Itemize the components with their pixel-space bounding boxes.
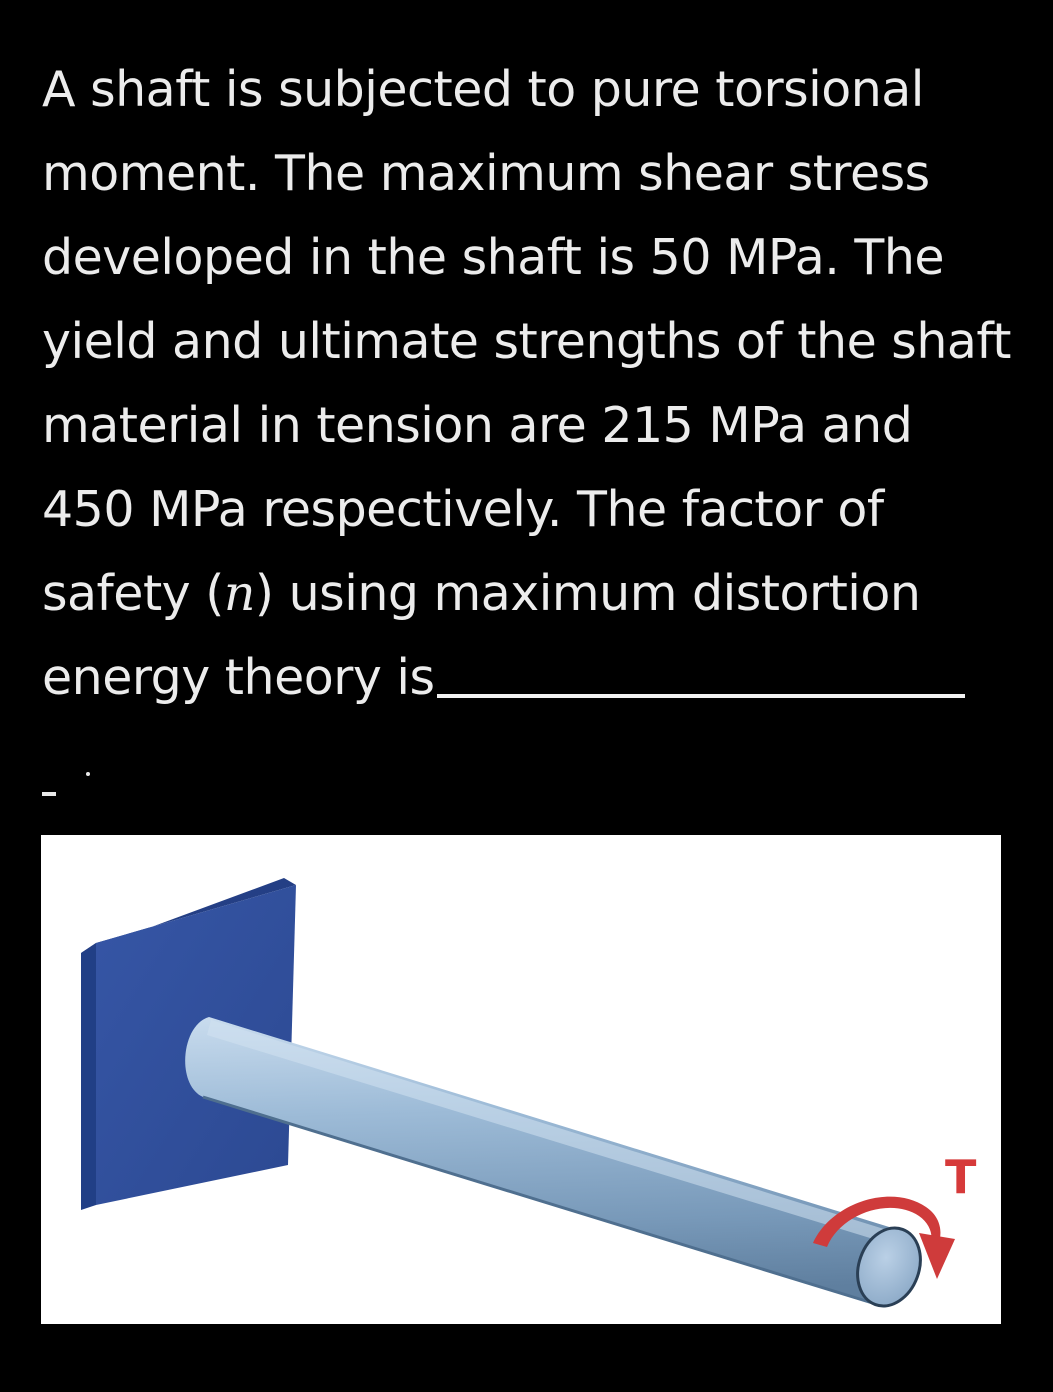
question-line: 450 MPa respectively. The factor of	[42, 481, 884, 538]
line7-end: ) using maximum distortion	[254, 565, 921, 622]
question-line	[42, 552, 1032, 636]
trailing-marks	[42, 762, 102, 802]
answer-blank[interactable]	[437, 636, 965, 698]
torque-arrowhead	[919, 1233, 955, 1279]
question-line: A shaft is subjected to pure torsional	[42, 61, 924, 118]
question-line: developed in the shaft is 50 MPa. The	[42, 229, 945, 286]
question-line	[42, 636, 1032, 720]
plate-side	[81, 943, 96, 1210]
line7-start: safety (	[42, 565, 224, 622]
dash-mark	[42, 792, 56, 796]
shaft-highlight	[207, 1020, 897, 1245]
question-line: yield and ultimate strengths of the shaft	[42, 313, 1011, 370]
question-line: moment. The maximum shear stress	[42, 145, 930, 202]
question-text	[42, 48, 1032, 720]
line8-text: energy theory is	[42, 649, 435, 706]
shaft-diagram	[41, 835, 1001, 1324]
variable-n: n	[223, 565, 255, 622]
torque-label: T	[945, 1150, 977, 1204]
shaft-figure	[41, 835, 1001, 1324]
dot-mark	[86, 772, 90, 776]
question-line: material in tension are 215 MPa and	[42, 397, 913, 454]
